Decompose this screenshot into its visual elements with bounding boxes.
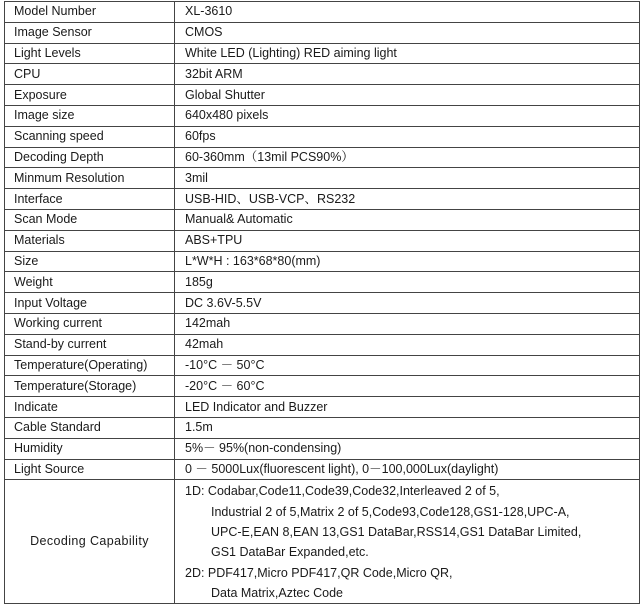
spec-label: Interface	[5, 189, 175, 210]
spec-value: 0 － 5000Lux(fluorescent light), 0－100,000Lux(daylight)	[175, 459, 640, 480]
spec-row	[5, 189, 640, 210]
spec-label: Temperature(Operating)	[5, 355, 175, 376]
spec-value: ABS+TPU	[175, 230, 640, 251]
spec-row	[5, 22, 640, 43]
spec-row	[5, 293, 640, 314]
spec-value: -20°C － 60°C	[175, 376, 640, 397]
spec-value: 60-360mm（13mil PCS90%）	[175, 147, 640, 168]
spec-row	[5, 438, 640, 459]
spec-label: Image size	[5, 105, 175, 126]
decoding-capability-row	[5, 480, 640, 604]
spec-value: 5%－ 95%(non-condensing)	[175, 438, 640, 459]
spec-value: LED Indicator and Buzzer	[175, 397, 640, 418]
spec-row	[5, 313, 640, 334]
spec-row	[5, 2, 640, 23]
decoding-line: 1D: Codabar,Code11,Code39,Code32,Interleaved 2 of 5,	[185, 484, 500, 499]
spec-value: USB-HID、USB-VCP、RS232	[175, 189, 640, 210]
spec-value: White LED (Lighting) RED aiming light	[175, 43, 640, 64]
spec-row	[5, 334, 640, 355]
spec-label: Exposure	[5, 85, 175, 106]
spec-table	[4, 1, 640, 604]
spec-table-body	[5, 2, 640, 604]
spec-row	[5, 397, 640, 418]
spec-row	[5, 230, 640, 251]
decoding-line: UPC-E,EAN 8,EAN 13,GS1 DataBar,RSS14,GS1 DataBar Limited,	[211, 524, 582, 539]
spec-label: Light Levels	[5, 43, 175, 64]
spec-row	[5, 105, 640, 126]
spec-row	[5, 355, 640, 376]
spec-value: Global Shutter	[175, 85, 640, 106]
decoding-line: Industrial 2 of 5,Matrix 2 of 5,Code93,Code128,GS1-128,UPC-A,	[211, 504, 570, 519]
spec-value: 32bit ARM	[175, 64, 640, 85]
spec-row	[5, 376, 640, 397]
spec-value: XL-3610	[175, 2, 640, 23]
spec-label: Image Sensor	[5, 22, 175, 43]
spec-label: Scanning speed	[5, 126, 175, 147]
spec-value: Manual& Automatic	[175, 209, 640, 230]
spec-value: 60fps	[175, 126, 640, 147]
spec-label: Cable Standard	[5, 417, 175, 438]
decoding-line: 2D: PDF417,Micro PDF417,QR Code,Micro QR,	[185, 565, 453, 580]
spec-label: Materials	[5, 230, 175, 251]
spec-row	[5, 85, 640, 106]
spec-value: -10°C － 50°C	[175, 355, 640, 376]
spec-row	[5, 147, 640, 168]
spec-value: 42mah	[175, 334, 640, 355]
spec-label: Stand-by current	[5, 334, 175, 355]
decoding-symbology-list	[185, 480, 639, 603]
spec-label: Weight	[5, 272, 175, 293]
spec-label: Humidity	[5, 438, 175, 459]
spec-label: Working current	[5, 313, 175, 334]
spec-row	[5, 168, 640, 189]
spec-value: L*W*H : 163*68*80(mm)	[175, 251, 640, 272]
spec-label: CPU	[5, 64, 175, 85]
spec-row	[5, 251, 640, 272]
decoding-capability-value	[175, 480, 640, 604]
spec-row	[5, 126, 640, 147]
spec-value: 185g	[175, 272, 640, 293]
spec-row	[5, 209, 640, 230]
spec-value: 1.5m	[175, 417, 640, 438]
spec-value: DC 3.6V-5.5V	[175, 293, 640, 314]
spec-value: 3mil	[175, 168, 640, 189]
spec-label: Size	[5, 251, 175, 272]
spec-value: CMOS	[175, 22, 640, 43]
spec-label: Minmum Resolution	[5, 168, 175, 189]
spec-label: Indicate	[5, 397, 175, 418]
spec-label: Light Source	[5, 459, 175, 480]
spec-row	[5, 64, 640, 85]
spec-row	[5, 43, 640, 64]
decoding-line: Data Matrix,Aztec Code	[211, 585, 343, 600]
spec-label: Temperature(Storage)	[5, 376, 175, 397]
spec-value: 640x480 pixels	[175, 105, 640, 126]
spec-label: Model Number	[5, 2, 175, 23]
spec-value: 142mah	[175, 313, 640, 334]
spec-label: Input Voltage	[5, 293, 175, 314]
spec-row	[5, 417, 640, 438]
decoding-capability-label: Decoding Capability	[5, 480, 175, 604]
spec-row	[5, 272, 640, 293]
decoding-line: GS1 DataBar Expanded,etc.	[211, 545, 369, 560]
spec-label: Decoding Depth	[5, 147, 175, 168]
spec-row	[5, 459, 640, 480]
spec-label: Scan Mode	[5, 209, 175, 230]
